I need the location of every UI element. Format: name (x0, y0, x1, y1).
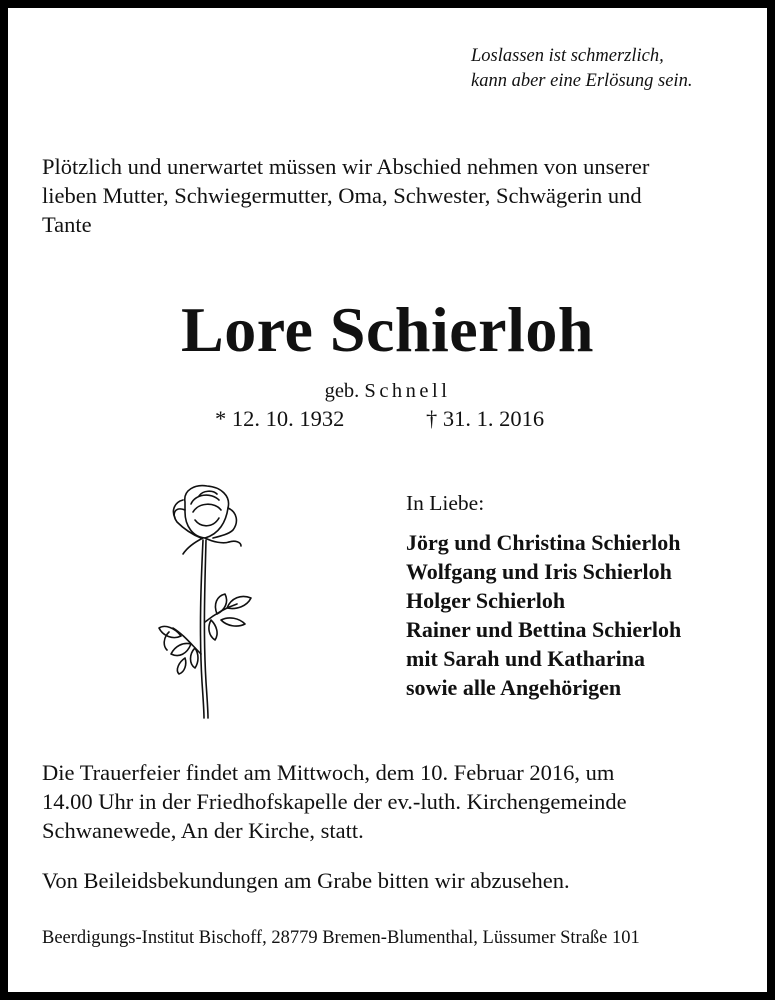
condolence-request: Von Beileidsbekundungen am Grabe bitten wir abzusehen. (42, 868, 570, 893)
mourners-list (406, 528, 681, 702)
intro-line: lieben Mutter, Schwiegermutter, Oma, Schwester, Schwägerin und (42, 183, 642, 208)
maiden-prefix: geb. (324, 380, 360, 402)
rose-icon (155, 482, 260, 722)
funeral-home-footer: Beerdigungs-Institut Bischoff, 28779 Bremen-Blumenthal, Lüssumer Straße 101 (42, 928, 640, 948)
maiden-surname: Schnell (364, 380, 451, 402)
ceremony-line: Die Trauerfeier findet am Mittwoch, dem 10. Februar 2016, um (42, 760, 615, 785)
death-date: † 31. 1. 2016 (426, 406, 545, 431)
motto-line: kann aber eine Erlösung sein. (471, 71, 693, 91)
deceased-name: Lore Schierloh (181, 294, 594, 365)
intro-text (42, 152, 742, 239)
mourner-name: Holger Schierloh (406, 588, 566, 613)
motto-line: Loslassen ist schmerzlich, (471, 46, 664, 66)
maiden-name-line (0, 378, 775, 404)
funeral-service-text (42, 758, 742, 845)
mourner-name: Jörg und Christina Schierloh (406, 530, 681, 555)
mourners-heading: In Liebe: (406, 491, 485, 515)
mourner-name: sowie alle Angehörigen (406, 675, 622, 700)
intro-line: Plötzlich und unerwartet müssen wir Abschied nehmen von unserer (42, 154, 650, 179)
intro-line: Tante (42, 212, 92, 237)
ceremony-line: Schwanewede, An der Kirche, statt. (42, 818, 364, 843)
motto-quote (471, 44, 733, 94)
ceremony-line: 14.00 Uhr in der Friedhofskapelle der ev.-luth. Kirchengemeinde (42, 789, 627, 814)
mourner-name: Wolfgang und Iris Schierloh (406, 559, 672, 584)
mourner-name: Rainer und Bettina Schierloh (406, 617, 682, 642)
birth-date: * 12. 10. 1932 (215, 406, 345, 431)
mourner-name: mit Sarah und Katharina (406, 646, 645, 671)
